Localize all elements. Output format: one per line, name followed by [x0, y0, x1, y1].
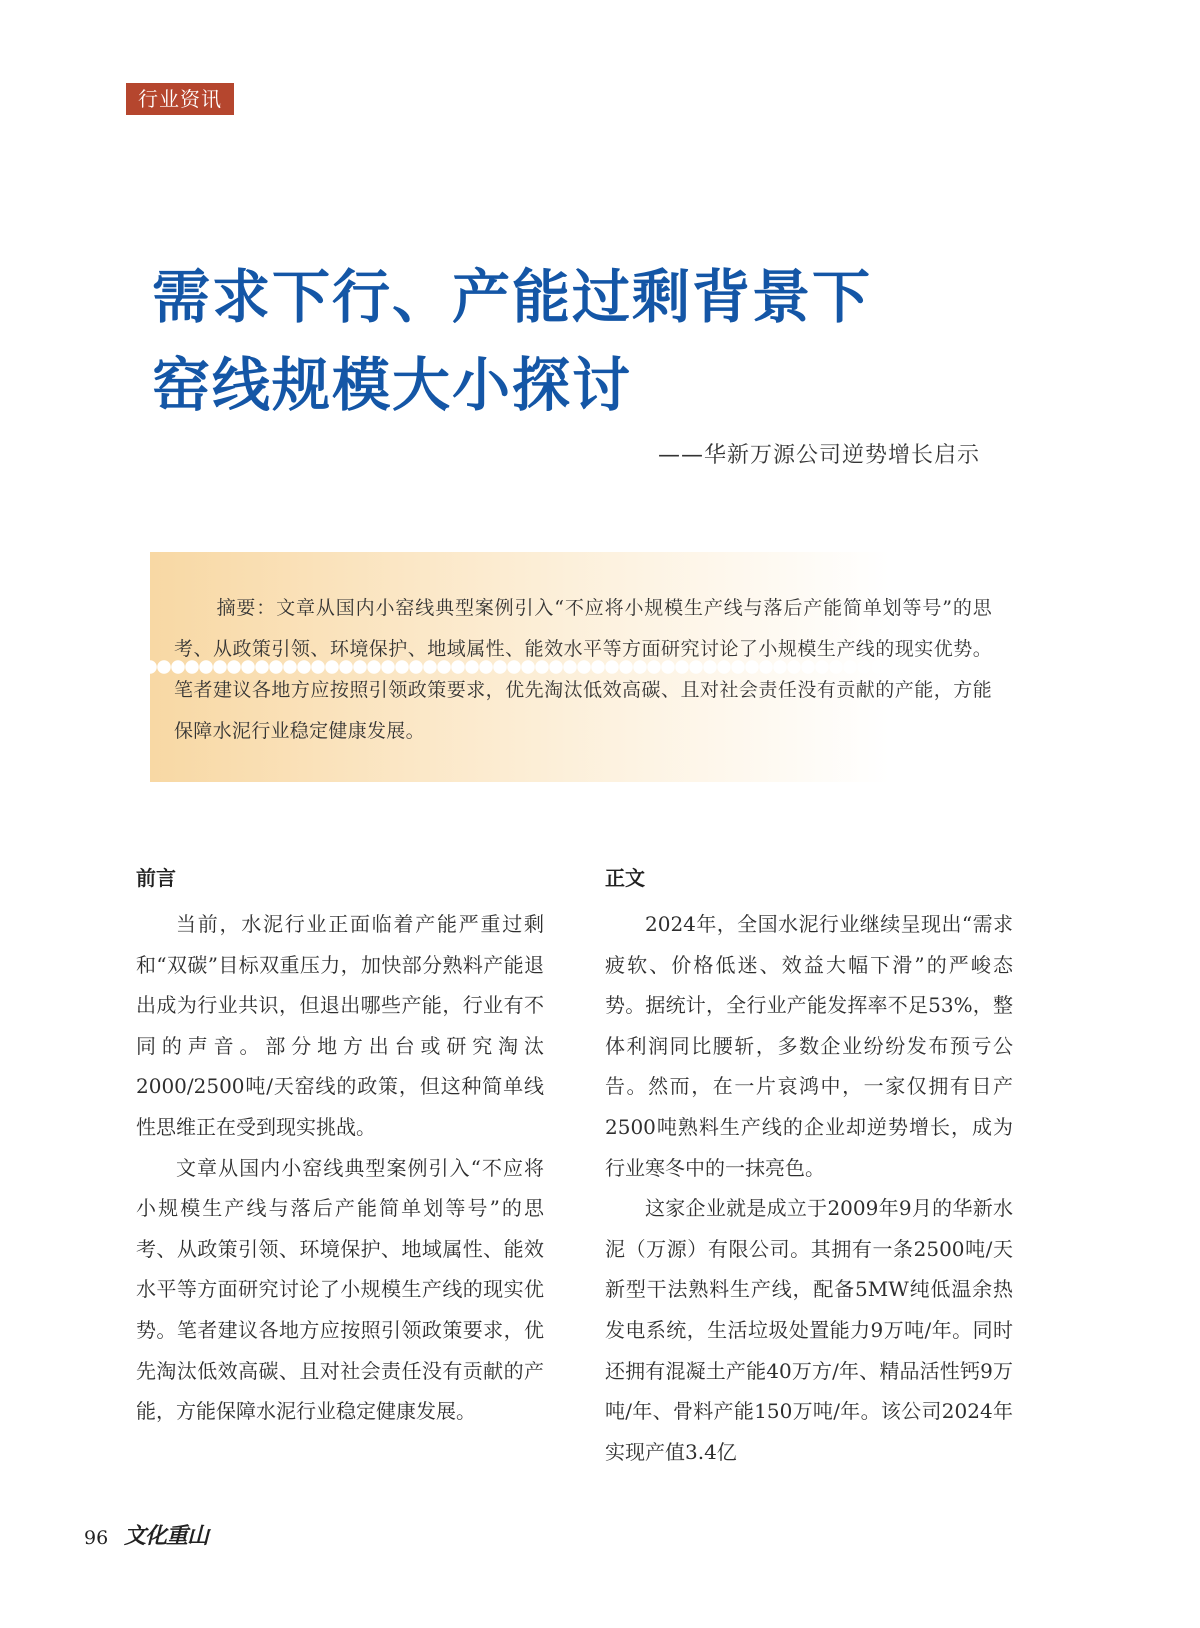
section-tag: 行业资讯	[126, 83, 234, 115]
abstract-body: 文章从国内小窑线典型案例引入“不应将小规模生产线与落后产能简单划等号”的思考、从政策引领、环境保护、地域属性、能效水平等方面研究讨论了小规模生产线的现实优势。笔者建议各地方应按照引领政策要求，优先淘汰低效高碳、且对社会责任没有贡献的产能，方能保障水泥行业稳定健康发展。	[174, 597, 993, 742]
body-column	[605, 904, 1013, 1472]
magazine-logo: 文化重山	[124, 1523, 209, 1549]
page-number: 96	[84, 1527, 109, 1549]
section-heading-preface: 前言	[136, 866, 176, 890]
paragraph: 当前，水泥行业正面临着产能严重过剩和“双碳”目标双重压力，加快部分熟料产能退出成为行业共识，但退出哪些产能，行业有不同的声音。部分地方出台或研究淘汰2000/2500吨/天窑线的政策，但这种简单线性思维正在受到现实挑战。	[136, 912, 544, 1139]
abstract-text	[174, 588, 992, 752]
paragraph: 这家企业就是成立于2009年9月的华新水泥（万源）有限公司。其拥有一条2500吨/天新型干法熟料生产线，配备5MW纯低温余热发电系统，生活垃圾处置能力9万吨/年。同时还拥有混凝土产能40万方/年、精品活性钙9万吨/年、骨料产能150万吨/年。该公司2024年实现产值3.4亿	[605, 1196, 1013, 1464]
paragraph: 2024年，全国水泥行业继续呈现出“需求疲软、价格低迷、效益大幅下滑”的严峻态势。据统计，全行业产能发挥率不足53%，整体利润同比腰斩，多数企业纷纷发布预亏公告。然而，在一片哀鸿中，一家仅拥有日产2500吨熟料生产线的企业却逆势增长，成为行业寒冬中的一抹亮色。	[605, 912, 1013, 1180]
article-subtitle: ——华新万源公司逆势增长启示	[657, 443, 980, 468]
preface-column	[136, 904, 544, 1432]
section-heading-body: 正文	[605, 866, 645, 890]
paragraph: 文章从国内小窑线典型案例引入“不应将小规模生产线与落后产能简单划等号”的思考、从政策引领、环境保护、地域属性、能效水平等方面研究讨论了小规模生产线的现实优势。笔者建议各地方应按照引领政策要求，优先淘汰低效高碳、且对社会责任没有贡献的产能，方能保障水泥行业稳定健康发展。	[136, 1155, 544, 1424]
abstract-label: 摘要：	[216, 597, 277, 619]
article-title-line-2: 窑线规模大小探讨	[152, 351, 633, 419]
article-title-line-1: 需求下行、产能过剩背景下	[152, 263, 873, 331]
